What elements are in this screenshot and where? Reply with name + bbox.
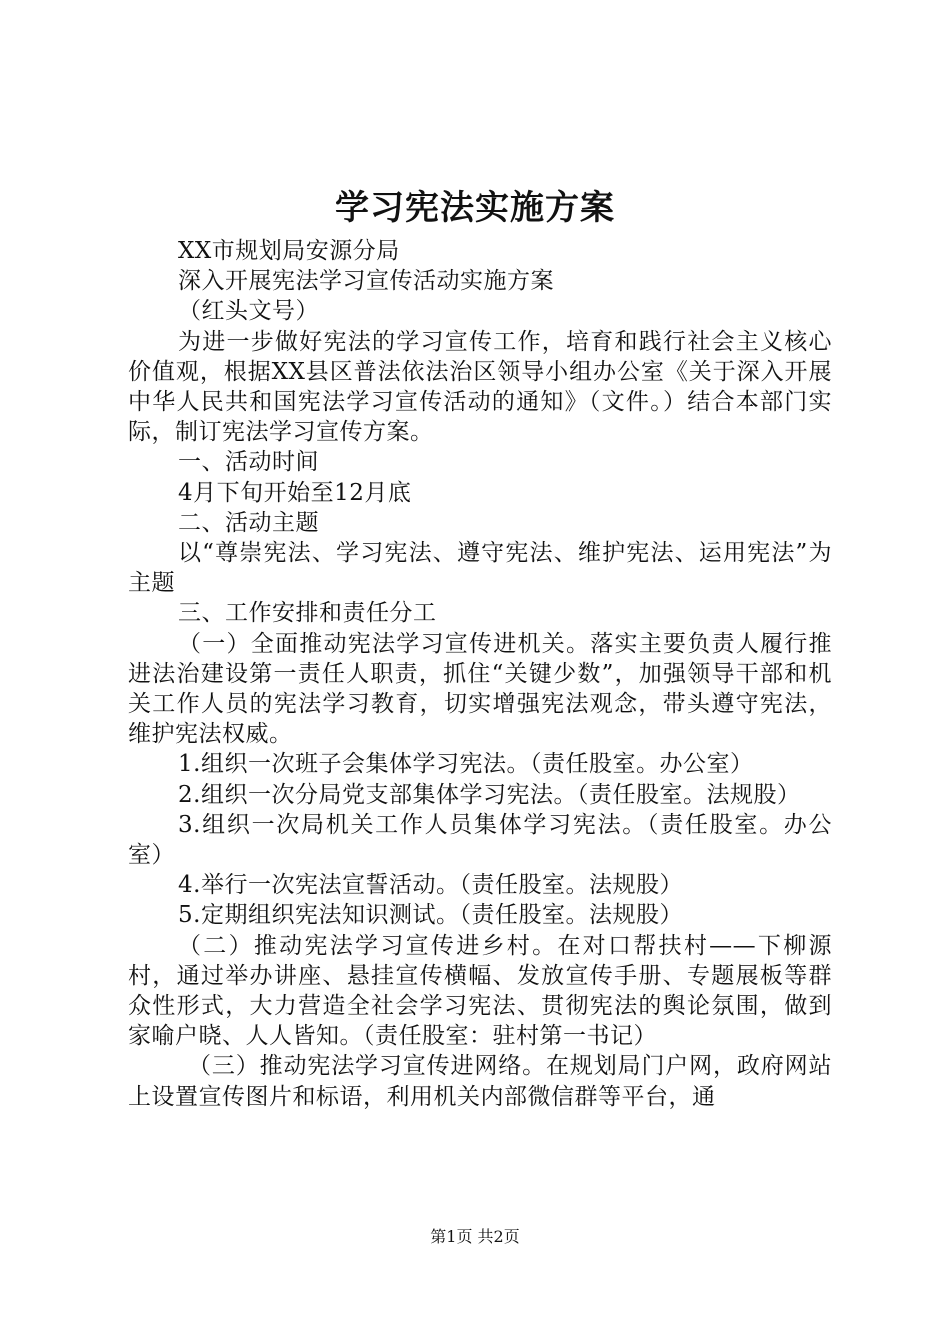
paragraph-activity-theme: 以“尊崇宪法、学习宪法、遵守宪法、维护宪法、运用宪法”为主题 <box>128 540 832 597</box>
heading-work-arrangement: 三、工作安排和责任分工 <box>178 600 437 627</box>
paragraph-subtitle: 深入开展宪法学习宣传活动实施方案 <box>178 268 554 295</box>
list-item-4: 4.举行一次宪法宣誓活动。（责任股室。法规股） <box>178 872 683 899</box>
document-title: 学习宪法实施方案 <box>335 188 615 228</box>
list-item-1: 1.组织一次班子会集体学习宪法。（责任股室。办公室） <box>178 751 754 778</box>
list-item-2: 2.组织一次分局党支部集体学习宪法。（责任股室。法规股） <box>178 781 801 808</box>
paragraph-doc-number: （红头文号） <box>178 298 319 325</box>
paragraph-issuer: XX市规划局安源分局 <box>178 238 400 264</box>
paragraph-section-3: （三）推动宪法学习宣传进网络。在规划局门户网，政府网站上设置宣传图片和标语，利用机关内部微信群等平台，通 <box>128 1053 832 1110</box>
paragraph-section-1: （一）全面推动宪法学习宣传进机关。落实主要负责人履行推进法治建设第一责任人职责，抓住“关键少数”，加强领导干部和机关工作人员的宪法学习教育，切实增强宪法观念，带头遵守宪法，维护宪法权威。 <box>128 630 832 748</box>
paragraph-intro: 为进一步做好宪法的学习宣传工作，培育和践行社会主义核心价值观，根据XX县区普法依法治区领导小组办公室《关于深入开展中华人民共和国宪法学习宣传活动的通知》（文件。）结合本部门实际，制订宪法学习宣传方案。 <box>128 328 832 446</box>
paragraph-activity-time: 4月下旬开始至12月底 <box>178 479 412 506</box>
paragraph-section-2: （二）推动宪法学习宣传进乡村。在对口帮扶村——下柳源村，通过举办讲座、悬挂宣传横幅、发放宣传手册、专题展板等群众性形式，大力营造全社会学习宪法、贯彻宪法的舆论氛围，做到家喻户晓、人人皆知。（责任股室：驻村第一书记） <box>128 932 832 1050</box>
list-item-5: 5.定期组织宪法知识测试。（责任股室。法规股） <box>178 902 683 929</box>
heading-activity-theme: 二、活动主题 <box>178 509 319 536</box>
list-item-3: 3.组织一次局机关工作人员集体学习宪法。（责任股室。办公室） <box>128 811 832 869</box>
heading-activity-time: 一、活动时间 <box>178 449 319 476</box>
document-body <box>128 236 832 1112</box>
page-footer: 第1页 共2页 <box>430 1227 520 1246</box>
